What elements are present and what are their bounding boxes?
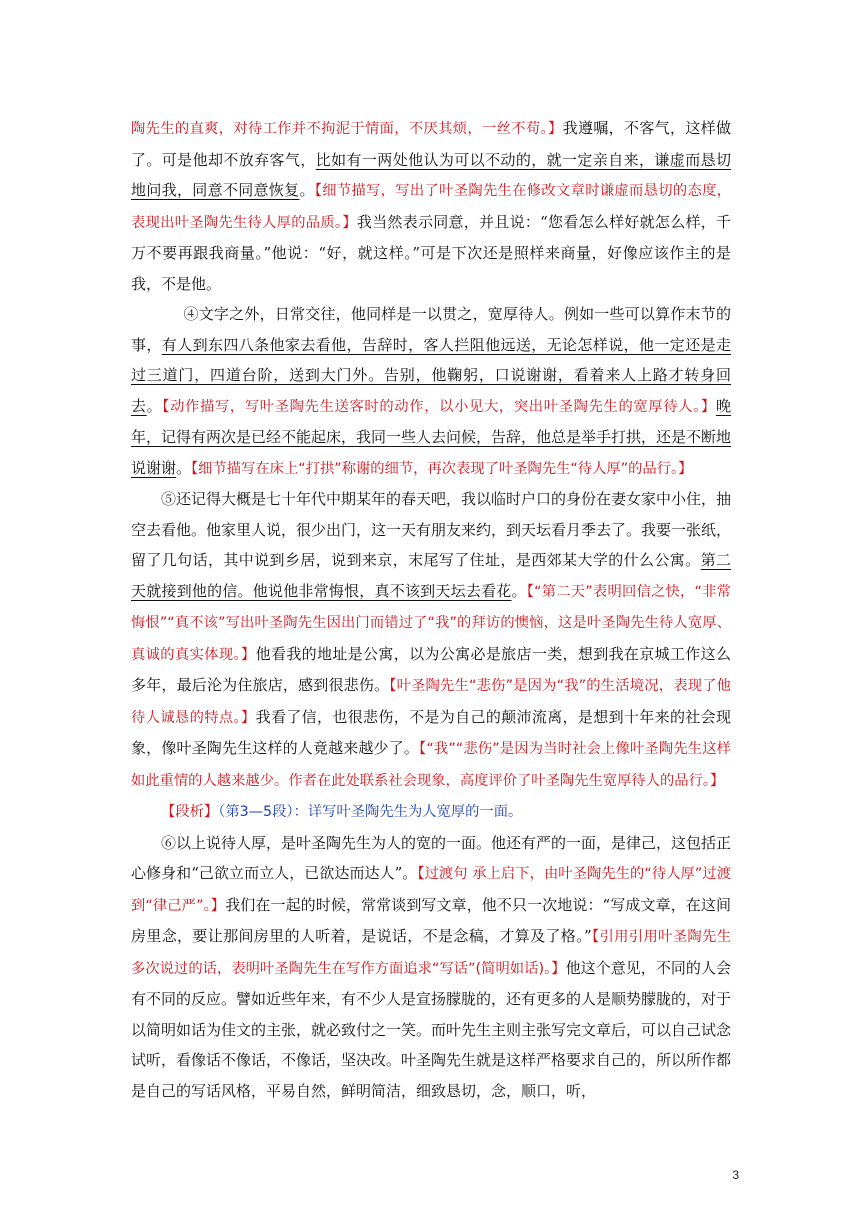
annotation-text: 【过渡句 承上启下，由叶圣陶先生的“待人厚”过渡到“律己严”。】 bbox=[131, 866, 731, 914]
body-text: ⑤还记得大概是七十年代中期某年的春天吧，我以临时户口的身份在妻女家中小住，抽空去看他。他家里人说，很少出门，这一天有朋友来约，到天坛看月季去了。我要一张纸，留了几句话，其中说到乡居，说到来京，末尾写了住址，是西郊某大学的什么公寓。 bbox=[131, 490, 732, 569]
paragraph bbox=[131, 484, 731, 796]
body-text: 。 bbox=[176, 458, 192, 477]
annotation-text: 【细节描写，写出了叶圣陶先生在修改文章时谦虚而恳切的态度，表现出叶圣陶先生待人厚的品质。】 bbox=[131, 183, 731, 231]
annotation-text: 陶先生的直爽，对待工作并不拘泥于情面，不厌其烦，一丝不苟。】 bbox=[131, 121, 563, 137]
underlined-text: 有人到东四八条他家去看他，告辞时，客人拦阻他远送，无论怎样说，他一定还是走过三道门，四道台阶，送到大门外。告别，他鞠躬，口说谢谢，看着来人上路才转身回去 bbox=[131, 335, 731, 415]
body-text: ⑥以上说待人厚，是叶圣陶先生为人的宽的一面。他还有严的一面，是律己，这包括正心修身和“己欲立而立人，已欲达而达人”。 bbox=[131, 833, 732, 882]
body-text: 他这个意见，不同的人会有不同的反应。譬如近些年来，有不少人是宣扬朦胧的，还有更多的人是顺势朦胧的，对于以简明如话为佳文的主张，就必致付之一笑。而叶先生主则主张写完文章后，可以自己试念试听，看像话不像话，不像话，坚决改。叶圣陶先生就是这样严格要求自己的，所以所作都是自己的写话风格，平易自然，鲜明简洁，细致恳切，念，顺口，听， bbox=[131, 958, 732, 1100]
paragraph bbox=[131, 796, 731, 828]
body-text: 。 bbox=[146, 396, 163, 415]
body-text: 。 bbox=[511, 581, 527, 600]
underlined-text: 晚年，记得有两次是已经不能起床，我同一些人去问候，告辞，他总是举手打拱，还是不断地说谢谢 bbox=[131, 396, 732, 477]
annotation-text: 【“第二天”表明回信之快，“非常悔恨”“真不该”写出叶圣陶先生因出门而错过了“我”的拜访的懊恼，这是叶圣陶先生待人宽厚、真诚的真实体现。】 bbox=[131, 583, 731, 663]
body-text: 他看我的地址是公寓，以为公寓必是旅店一类，想到我在京城工作这么多年，最后沦为住旅店，感到很悲伤。 bbox=[131, 644, 731, 694]
annotation-text: 【动作描写，写叶圣陶先生送客时的动作，以小见大，突出叶圣陶先生的宽厚待人。】 bbox=[162, 398, 716, 415]
annotation-text: 【细节描写在床上“打拱”称谢的细节，再次表现了叶圣陶先生“待人厚”的品行。】 bbox=[191, 460, 693, 477]
body-text: ④文字之外，日常交往，他同样是一以贯之，宽厚待人。例如一些可以算作末节的事， bbox=[131, 305, 731, 354]
annotation-text: 【叶圣陶先生“悲伤”是因为“我”的生活境况，表现了他待人诚恳的特点。】 bbox=[131, 678, 731, 726]
section-analysis-text: （第3—5段）：详写叶圣陶先生为人宽厚的一面。 bbox=[218, 804, 523, 820]
annotation-text: 【引用引用叶圣陶先生多次说过的话，表明叶圣陶先生在写作方面追求“写话”(简明如话)。】 bbox=[131, 929, 731, 977]
body-text: 我遵嘱，不客气，这样做了。可是他却不放弃客气， bbox=[131, 119, 731, 169]
annotation-text: 【“我”“悲伤”是因为当时社会上像叶圣陶先生这样如此重情的人越来越少。作者在此处联系社会现象，高度评价了叶圣陶先生宽厚待人的品行。】 bbox=[131, 741, 731, 789]
underlined-text: 比如有一两处他认为可以不动的，就一定亲自来，谦虚而恳切地问我，同意不同意恢复 bbox=[131, 150, 731, 199]
article-body bbox=[131, 113, 731, 1106]
body-text: 我看了信，也很悲伤，不是为自己的颠沛流离，是想到十年来的社会现象，像叶圣陶先生这样的人竟越来越少了。 bbox=[131, 707, 731, 757]
body-text: 。 bbox=[299, 181, 315, 199]
paragraph bbox=[131, 113, 731, 299]
body-text: 我当然表示同意，并且说：“您看怎么样好就怎么样，千万不要再跟我商量。”他说：“好，就这样。”可是下次还是照样来商量，好像应该作主的是我，不是他。 bbox=[131, 212, 731, 293]
paragraph bbox=[131, 299, 731, 484]
body-text: 我们在一起的时候，常常谈到写文章，他不只一次地说：“写成文章，在这间房里念，要让那间房里的人听着，是说话，不是念稿，才算及了格。” bbox=[131, 895, 731, 945]
underlined-text: 第二天就接到他的信。他说他非常悔恨，真不该到天坛去看花 bbox=[131, 551, 731, 600]
annotation-text: 【段析】 bbox=[161, 804, 219, 820]
paragraph bbox=[131, 828, 731, 1107]
page-number: 3 bbox=[732, 1168, 739, 1182]
